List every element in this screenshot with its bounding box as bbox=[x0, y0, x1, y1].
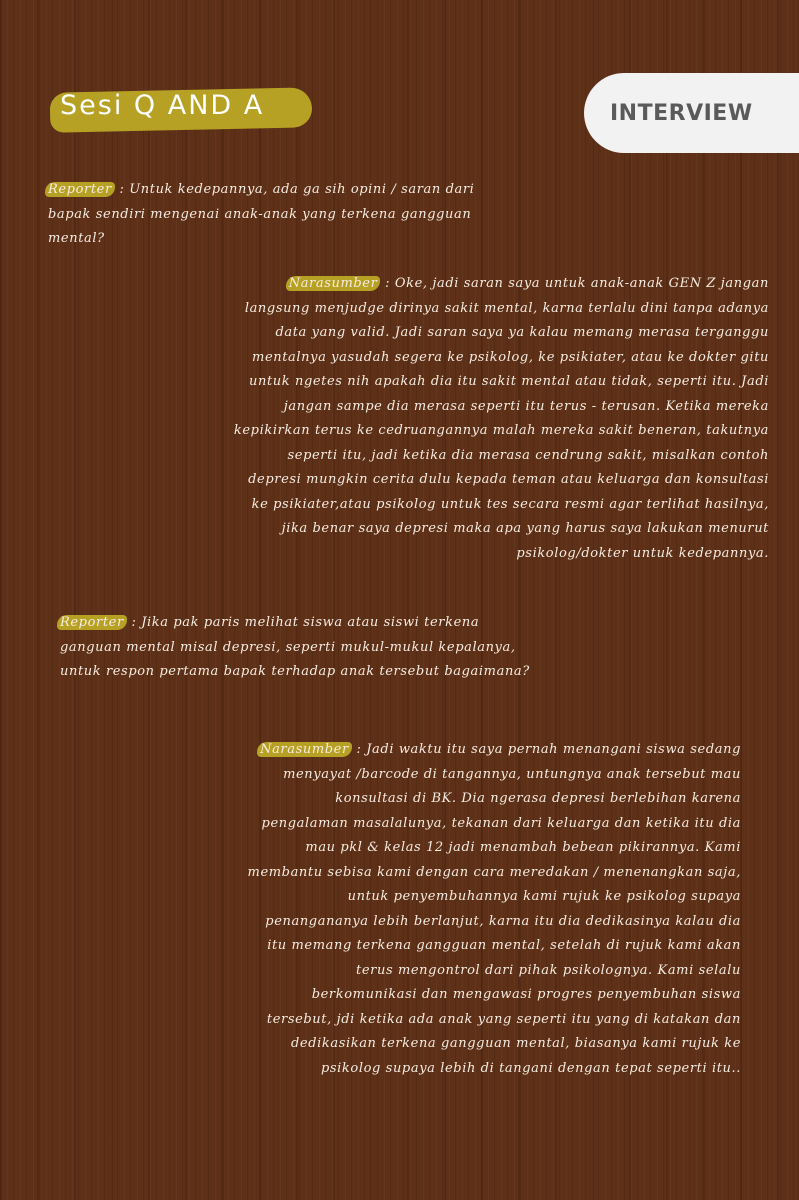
question-1: Reporter : Untuk kedepannya, ada ga sih opini / saran dari bapak sendiri mengenai anak-anak yang terkena gangguan mental? bbox=[48, 178, 608, 252]
speaker-label: Narasumber bbox=[257, 742, 352, 757]
page-title: Sesi Q AND A bbox=[60, 90, 265, 121]
speaker-label: Reporter bbox=[57, 615, 127, 630]
interview-tag-label: INTERVIEW bbox=[610, 100, 753, 126]
question-2: Reporter : Jika pak paris melihat siswa atau siswi terkena ganguan mental misal depresi, seperti mukul-mukul kepalanya, untuk respon pertama bapak terhadap anak tersebut bagaimana? bbox=[60, 611, 700, 685]
title-area bbox=[50, 82, 320, 132]
speaker-label: Narasumber bbox=[286, 276, 381, 291]
interview-tag bbox=[584, 73, 799, 153]
speaker-label: Reporter bbox=[45, 182, 115, 197]
answer-2: Narasumber : Jadi waktu itu saya pernah menangani siswa sedang menyayat /barcode di tangannya, untungnya anak tersebut mau konsultasi di BK. Dia ngerasa depresi berlebihan karena pengalaman masalalunya, tekanan dari keluarga dan ketika itu dia mau pkl & kelas 12 jadi menambah bebean pikirannya. Kami membantu sebisa kami dengan cara meredakan / menenangkan saja, untuk penyembuhannya kami rujuk ke psikolog supaya penangananya lebih berlanjut, karna itu dia dedikasinya kalau dia itu memang terkena gangguan mental, setelah di rujuk kami akan terus mengontrol dari pihak psikolognya. Kami selalu berkomunikasi dan mengawasi progres penyembuhan siswa tersebut, jdi ketika ada anak yang seperti itu yang di katakan dan dedikasikan terkena gangguan mental, biasanya kami rujuk ke psikolog supaya lebih di tangani dengan tepat seperti itu.. bbox=[247, 742, 741, 1076]
answer-1: Narasumber : Oke, jadi saran saya untuk anak-anak GEN Z jangan langsung menjudge dirinya sakit mental, karna terlalu dini tanpa adanya data yang valid. Jadi saran saya ya kalau memang merasa terganggu mentalnya yasudah segera ke psikolog, ke psikiater, atau ke dokter gitu untuk ngetes nih apakah dia itu sakit mental atau tidak, seperti itu. Jadi jangan sampe dia merasa seperti itu terus - terusan. Ketika mereka kepikirkan terus ke cedruangannya malah mereka sakit beneran, takutnya seperti itu, jadi ketika dia merasa cendrung sakit, misalkan contoh depresi mungkin cerita dulu kepada teman atau keluarga dan konsultasi ke psikiater,atau psikolog untuk tes secara resmi agar terlihat hasilnya, jika benar saya depresi maka apa yang harus saya lakukan menurut psikolog/dokter untuk kedepannya. bbox=[233, 276, 769, 561]
